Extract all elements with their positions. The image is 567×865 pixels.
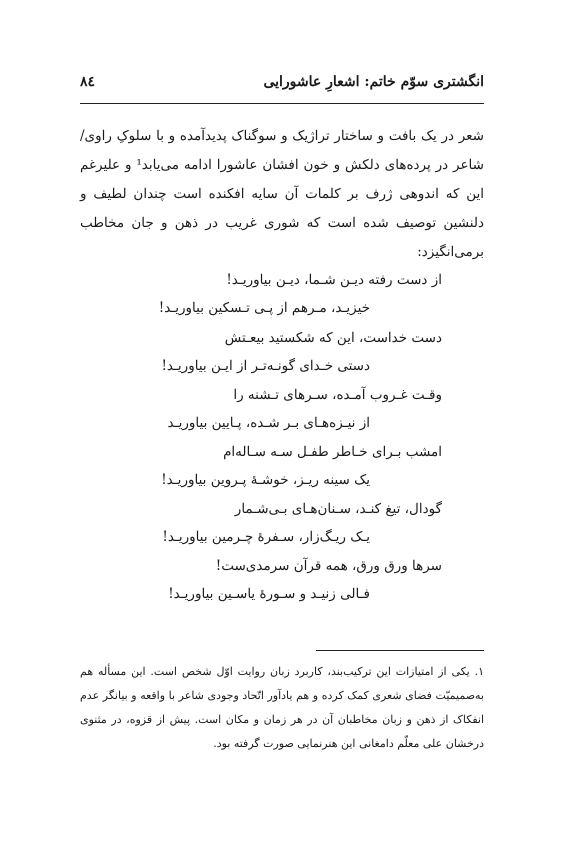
poem-line: سرها ورق ورق، همه قرآن سرمدی‌ست! <box>215 558 442 574</box>
header-rule <box>80 103 484 104</box>
footnote: ۱. یکی از امتیازات این ترکیب‌بند، کاربرد زبان روایت اوّل شخص است. این مسأله هم به‌صمیمیّت فضای شعری کمک کرده و هم یادآور اتّحاد وجودی شاعر با واقعه و بیانگر عدم انفکاک از ذهن و زبان مخاطبان آن در هر زمان و مکان است. پیش از قزوه، در مثنوی درخشان علی معلّم دامغانی این هنرنمایی صورت گرفته بود. <box>80 665 485 750</box>
running-title: انگشتری سوّم خاتم: اشعارِ عاشورایی <box>263 74 484 90</box>
footnote-rule <box>316 650 484 651</box>
poem-line: دست خداست، این که شکستید بیعـتش <box>224 330 442 346</box>
poem-line: امشب بـرای خـاطر طفـل سـه سـاله‌ام <box>223 444 442 460</box>
page-header <box>80 74 484 98</box>
poem-line: از دست رفته دیـن شـما، دیـن بیاوریـد! <box>226 272 442 288</box>
page-number: ۸٤ <box>80 74 96 90</box>
poem-line: گودال، تیغ کنـد، سـنان‌هـای بـی‌شـمار <box>234 501 442 517</box>
poem-line: وقـت غـروب آمـده، سـرهای تـشنه را <box>233 387 442 403</box>
poem-line: دستی خـدای گونـه‌تـر از ایـن بیاوریـد! <box>161 358 370 374</box>
intro-paragraph: شعر در یک بافت و ساختار تراژیک و سوگناک پدیدآمده و با سلوکِ راوی/شاعر در پرده‌های دلکش و خون افشان عاشورا ادامه می‌یابد¹ و علیرغم این که اندوهی ژرف بر کلمات آن سایه افکنده است چندان لطیف و دلنشین توصیف شده است که شوری غریب در ذهن و جان مخاطب برمی‌انگیزد: <box>80 128 484 260</box>
poem-line: فـالی زنیـد و سـورهٔ یاسـین بیاوریـد! <box>168 586 370 602</box>
poem-line: خیزیـد، مـرهم از پـی تـسکین بیاوریـد! <box>158 300 370 316</box>
poem-line: از نیـزه‌هـای بـر شـده، پـایین بیاوریـد <box>167 415 370 431</box>
poem-line: یک سینه ریـز، خوشـهٔ پـروین بیاوریـد! <box>161 472 370 488</box>
poem-line: یـک ریـگ‌زار، سـفرهٔ چـرمین بیاوریـد! <box>162 529 370 545</box>
